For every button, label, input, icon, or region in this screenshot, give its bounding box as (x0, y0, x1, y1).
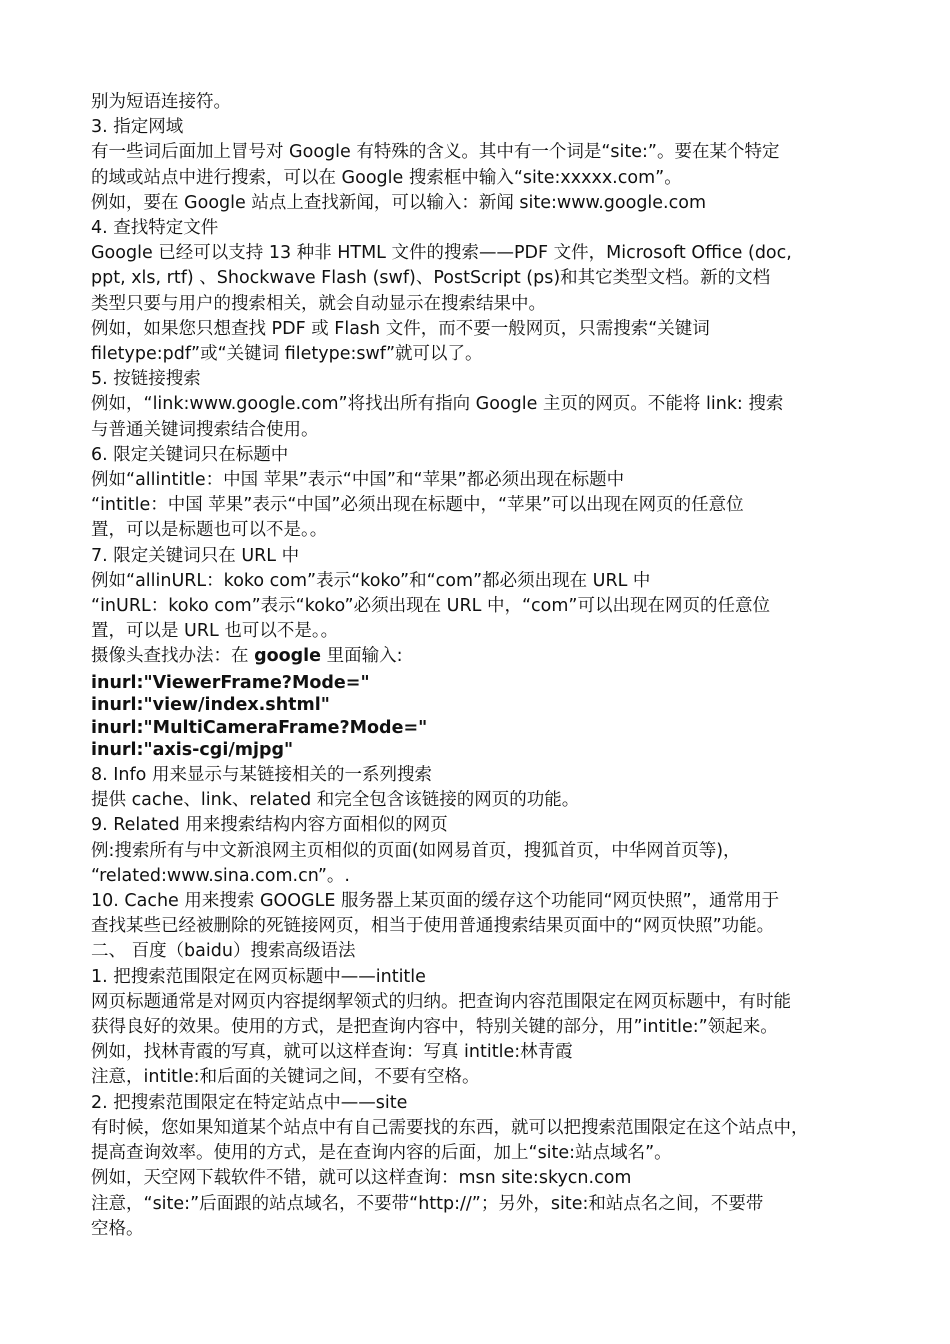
camera-query: inurl:"view/index.shtml" (91, 695, 330, 716)
section-heading-baidu-intitle: 1. 把搜索范围限定在网页标题中——intitle (91, 966, 426, 987)
section-heading-domain: 3. 指定网域 (91, 117, 184, 138)
text-line: 与普通关键词搜索结合使用。 (91, 419, 319, 440)
text-line: 有一些词后面加上冒号对 Google 有特殊的含义。其中有一个词是“site:”。要在某个特定 (91, 142, 780, 163)
text-line: 类型只要与用户的搜索相关，就会自动显示在搜索结果中。 (91, 293, 546, 314)
text-line: 空格。 (91, 1218, 144, 1239)
camera-intro-suffix: 里面输入: (321, 646, 403, 667)
section-heading-filetype: 4. 查找特定文件 (91, 218, 219, 239)
text-line: 置，可以是 URL 也可以不是。。 (91, 621, 339, 642)
section-heading-baidu-site: 2. 把搜索范围限定在特定站点中——site (91, 1092, 408, 1113)
document-page (91, 90, 881, 1242)
text-line: 网页标题通常是对网页内容提纲挈领式的归纳。把查询内容范围限定在网页标题中，有时能 (91, 991, 791, 1012)
text-line: 注意，“site:”后面跟的站点域名，不要带“http://”；另外，site:和站点名之间，不要带 (91, 1193, 764, 1214)
text-line: Google 已经可以支持 13 种非 HTML 文件的搜索——PDF 文件，Microsoft Office (doc, (91, 243, 792, 264)
text-line: 例如“allintitle：中国 苹果”表示“中国”和“苹果”都必须出现在标题中 (91, 470, 625, 491)
text-line: “related:www.sina.com.cn”。. (91, 865, 350, 886)
text-line: 置，可以是标题也可以不是。。 (91, 520, 328, 541)
camera-intro-line (91, 644, 881, 669)
text-line: “intitle：中国 苹果”表示“中国”必须出现在标题中，“苹果”可以出现在网页的任意位 (91, 495, 744, 516)
camera-query: inurl:"axis-cgi/mjpg" (91, 740, 294, 761)
section-google-syntax (91, 90, 881, 644)
section-heading-link: 5. 按链接搜索 (91, 369, 201, 390)
text-line: filetype:pdf”或“关键词 filetype:swf”就可以了。 (91, 344, 483, 365)
section-heading-cache: 10. Cache 用来搜索 GOOGLE 服务器上某页面的缓存这个功能同“网页快照”，通常用于 (91, 891, 780, 912)
section-heading-related: 9. Related 用来搜索结构内容方面相似的网页 (91, 815, 448, 836)
text-line: 别为短语连接符。 (91, 92, 231, 112)
text-line: 例如，要在 Google 站点上查找新闻，可以输入：新闻 site:www.google.com (91, 192, 706, 213)
text-line: 提高查询效率。使用的方式，是在查询内容的后面，加上“site:站点域名”。 (91, 1143, 672, 1164)
text-line: 例如，天空网下载软件不错，就可以这样查询：msn site:skycn.com (91, 1168, 632, 1189)
camera-query: inurl:"MultiCameraFrame?Mode=" (91, 717, 428, 738)
chapter-heading-baidu: 二、 百度（baidu）搜索高级语法 (91, 941, 356, 962)
text-line: “inURL：koko com”表示“koko”必须出现在 URL 中，“com”可以出现在网页的任意位 (91, 596, 770, 617)
text-line: 例如“allinURL：koko com”表示“koko”和“com”都必须出现在 URL 中 (91, 570, 651, 591)
section-heading-intitle: 6. 限定关键词只在标题中 (91, 444, 289, 465)
text-line: 获得良好的效果。使用的方式，是把查询内容中，特别关键的部分，用”intitle:”领起来。 (91, 1017, 778, 1038)
text-line: ppt, xls, rtf) 、Shockwave Flash (swf)、PostScript (ps)和其它类型文档。新的文档 (91, 268, 771, 289)
section-heading-inurl: 7. 限定关键词只在 URL 中 (91, 545, 300, 566)
text-line: 例如，如果您只想查找 PDF 或 Flash 文件，而不要一般网页，只需搜索“关键词 (91, 318, 710, 339)
section-heading-info: 8. Info 用来显示与某链接相关的一系列搜索 (91, 765, 432, 786)
text-line: 例如，找林青霞的写真，就可以这样查询：写真 intitle:林青霞 (91, 1042, 573, 1063)
text-line: 提供 cache、link、related 和完全包含该链接的网页的功能。 (91, 790, 580, 811)
camera-intro-prefix: 摄像头查找办法：在 (91, 646, 255, 667)
text-line: 有时候，您如果知道某个站点中有自己需要找的东西，就可以把搜索范围限定在这个站点中， (91, 1117, 809, 1138)
text-line: 例如，“link:www.google.com”将找出所有指向 Google 主页的网页。不能将 link: 搜索 (91, 394, 784, 415)
camera-query: inurl:"ViewerFrame?Mode=" (91, 672, 370, 693)
camera-intro-keyword: google (254, 646, 322, 667)
section-more-syntax (91, 763, 881, 1242)
camera-query-list (91, 672, 881, 762)
text-line: 注意，intitle:和后面的关键词之间，不要有空格。 (91, 1067, 480, 1088)
text-line: 的域或站点中进行搜索，可以在 Google 搜索框中输入“site:xxxxx.com”。 (91, 167, 682, 188)
text-line: 查找某些已经被删除的死链接网页，相当于使用普通搜索结果页面中的“网页快照”功能。 (91, 916, 775, 937)
camera-search-section (91, 644, 881, 762)
text-line: 例:搜索所有与中文新浪网主页相似的页面(如网易首页，搜狐首页，中华网首页等)， (91, 840, 741, 861)
